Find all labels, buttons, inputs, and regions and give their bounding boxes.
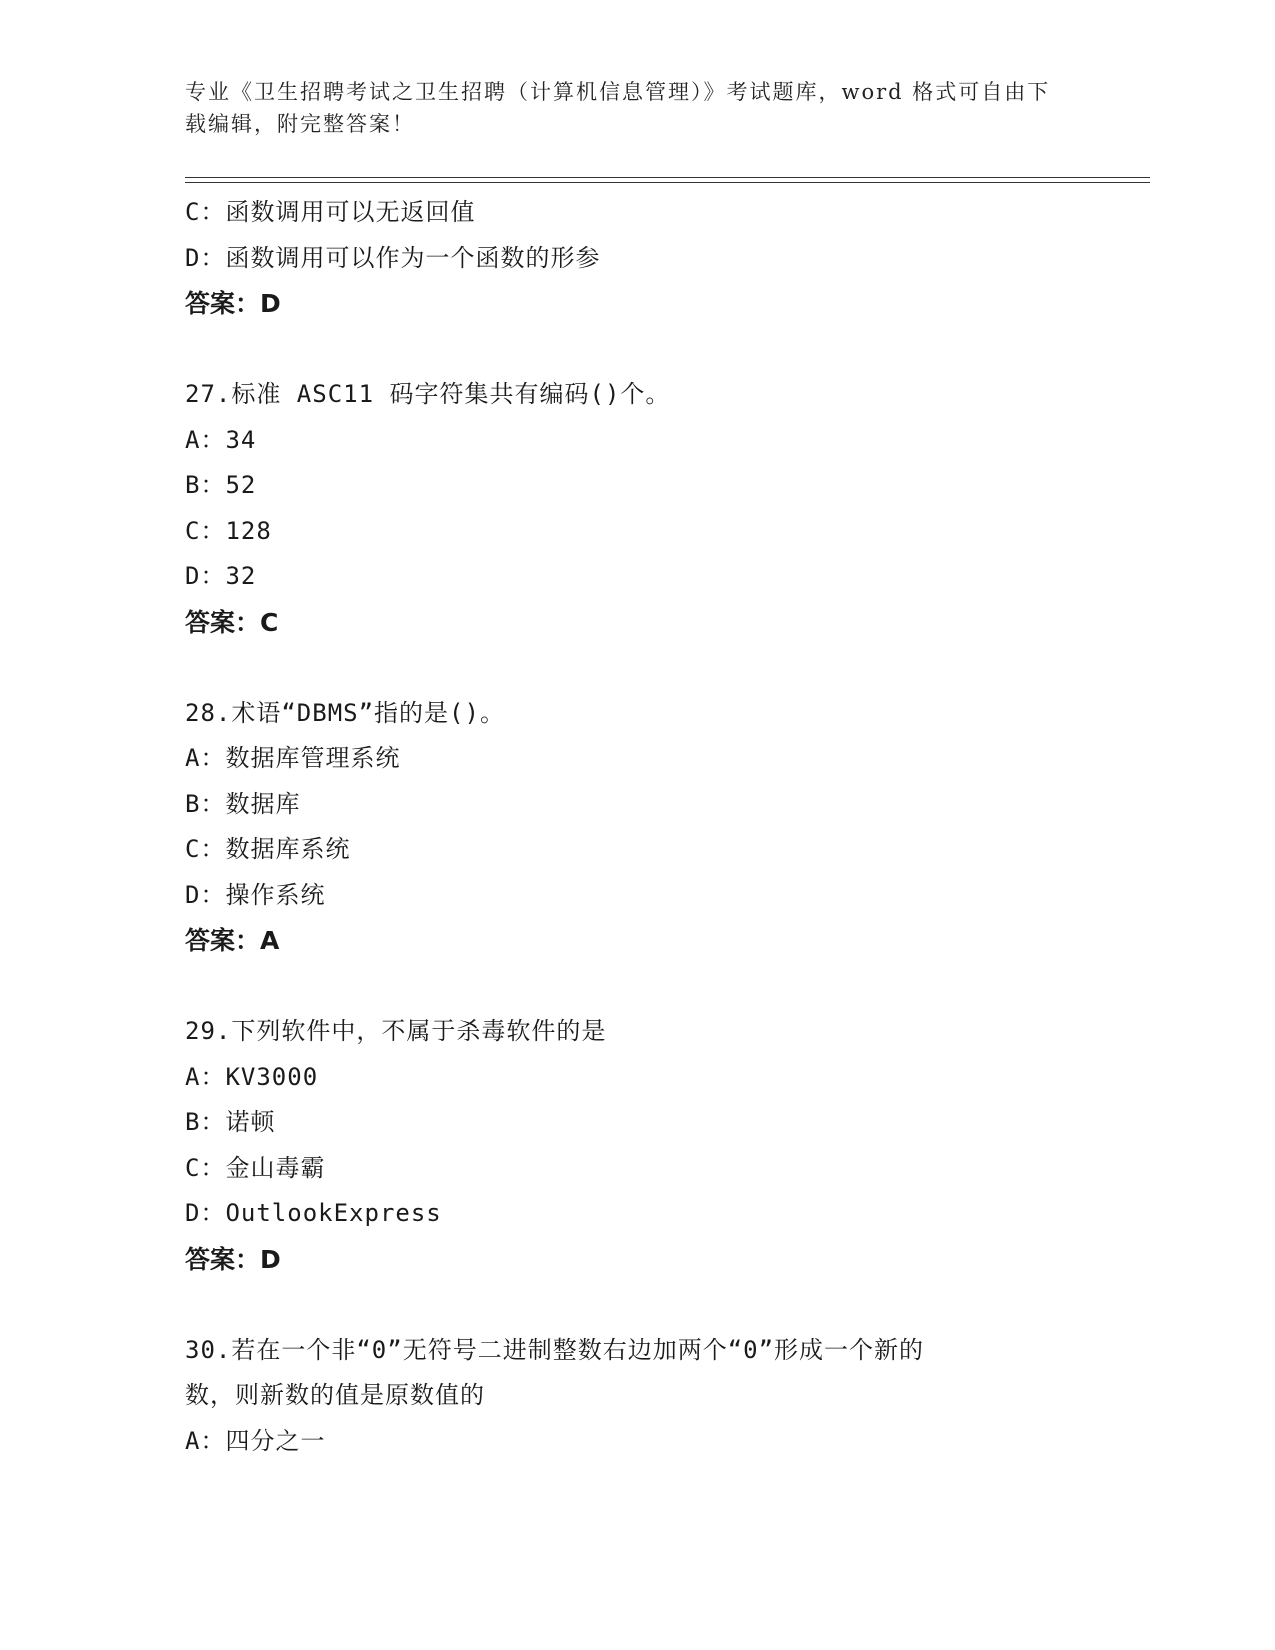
option-label: C： <box>185 835 226 863</box>
option-text: 函数调用可以作为一个函数的形参 <box>225 243 601 272</box>
option-label: D： <box>185 1199 226 1227</box>
option-label: C： <box>185 1153 226 1182</box>
question-28 <box>185 691 1105 964</box>
option-text: 诺顿 <box>225 1108 276 1136</box>
spacer <box>185 1282 1105 1328</box>
question-29 <box>185 1009 1105 1282</box>
option-text: 数据库系统 <box>225 835 351 863</box>
option-text: 四分之一 <box>225 1426 326 1455</box>
option-line <box>185 1055 1105 1101</box>
option-text: 函数调用可以无返回值 <box>225 198 476 226</box>
option-text: 128 <box>225 516 272 545</box>
option-label: C： <box>185 516 226 545</box>
header-divider-bottom <box>185 182 1150 183</box>
question-fragment <box>185 190 1105 327</box>
option-label: D： <box>185 562 226 590</box>
answer-line: 答案：A <box>185 926 280 955</box>
document-header: 专业《卫生招聘考试之卫生招聘（计算机信息管理）》考试题库，word 格式可自由下载编辑，附完整答案！ <box>185 80 1051 136</box>
question-text: 29.下列软件中，不属于杀毒软件的是 <box>185 1017 607 1045</box>
question-27 <box>185 372 1105 645</box>
option-line <box>185 1100 1105 1146</box>
option-label: A： <box>185 1426 226 1455</box>
option-line <box>185 463 1105 509</box>
question-text: 28.术语“DBMS”指的是()。 <box>185 698 505 727</box>
option-line <box>185 873 1105 919</box>
option-label: D： <box>185 880 226 909</box>
option-label: A： <box>185 425 226 454</box>
option-label: B： <box>185 789 226 818</box>
option-text: 操作系统 <box>225 880 326 909</box>
question-30 <box>185 1328 1105 1465</box>
option-line <box>185 509 1105 555</box>
option-text: 数据库管理系统 <box>225 744 401 772</box>
spacer <box>185 327 1105 373</box>
option-label: A： <box>185 744 226 772</box>
option-line <box>185 1419 1105 1465</box>
option-label: C： <box>185 198 226 226</box>
option-line <box>185 554 1105 600</box>
answer-line: 答案：D <box>185 1244 281 1274</box>
answer-line: 答案：C <box>185 607 279 637</box>
option-line <box>185 1191 1105 1237</box>
option-line <box>185 827 1105 873</box>
option-text: 数据库 <box>225 789 301 818</box>
question-text: 27.标准 ASC11 码字符集共有编码()个。 <box>185 380 671 408</box>
option-label: A： <box>185 1062 226 1091</box>
option-line <box>185 190 1105 236</box>
option-text: 52 <box>225 471 257 499</box>
option-line <box>185 418 1105 464</box>
answer-line: 答案：D <box>185 289 281 318</box>
option-label: D： <box>185 243 226 272</box>
spacer <box>185 645 1105 691</box>
option-text: KV3000 <box>225 1062 319 1091</box>
question-text-line-1: 30.若在一个非“0”无符号二进制整数右边加两个“0”形成一个新的 <box>185 1335 925 1364</box>
option-line <box>185 1146 1105 1192</box>
question-content <box>185 190 1105 1464</box>
option-text: 金山毒霸 <box>225 1153 326 1182</box>
option-line <box>185 736 1105 782</box>
option-label: B： <box>185 471 226 499</box>
spacer <box>185 964 1105 1010</box>
option-text: OutlookExpress <box>225 1199 442 1227</box>
option-text: 32 <box>225 562 257 590</box>
option-label: B： <box>185 1108 226 1136</box>
option-text: 34 <box>225 425 257 454</box>
option-line <box>185 236 1105 282</box>
option-line <box>185 782 1105 828</box>
question-text-line-2: 数，则新数的值是原数值的 <box>185 1381 485 1409</box>
header-divider-top <box>185 177 1150 178</box>
